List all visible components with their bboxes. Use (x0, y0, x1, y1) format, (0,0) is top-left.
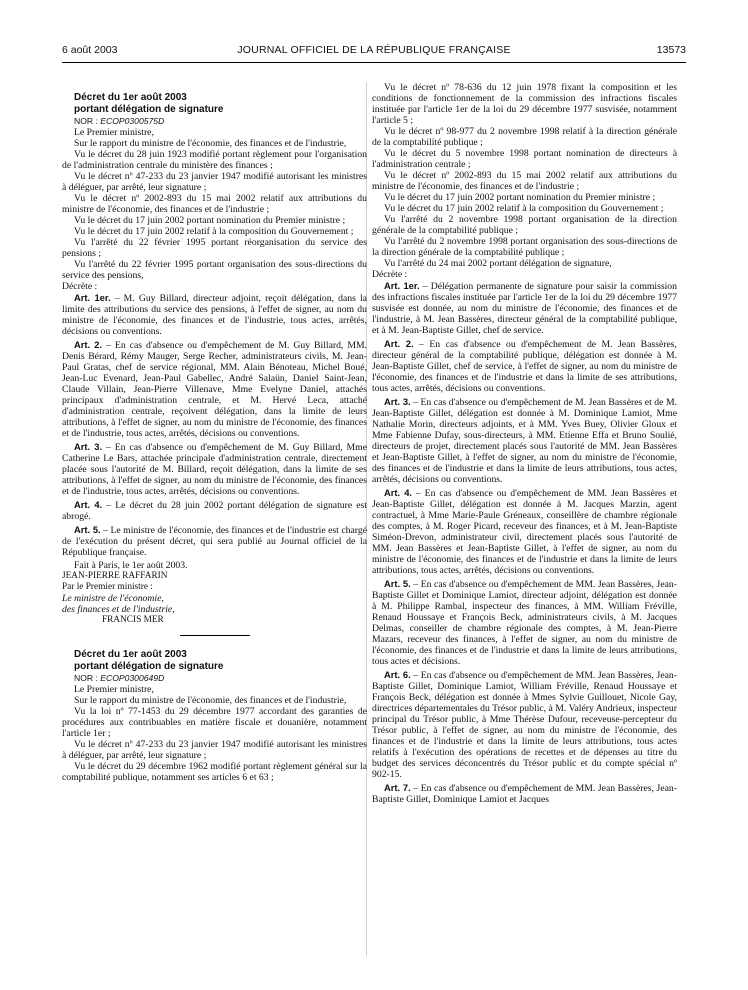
article-label: Art. 7. (384, 782, 411, 793)
right-column (372, 82, 677, 805)
paragraph: Vu le décret du 28 juin 1923 modifié portant règlement pour l'organisation de l'administration centrale du ministère des finances ; (62, 149, 367, 171)
minister-title-line1: Le ministre de l'économie, (62, 593, 164, 604)
decrete-heading: Décrète : (372, 269, 408, 280)
article (372, 578, 677, 667)
paragraph: Vu le décret du 17 juin 2002 relatif à la composition du Gouvernement ; (74, 226, 354, 237)
article (372, 782, 677, 805)
paragraph: Vu le décret du 17 juin 2002 portant nomination du Premier ministre ; (384, 192, 656, 203)
decree-title: Décret du 1er août 2003 (74, 92, 187, 103)
nor-reference (62, 673, 367, 684)
article-label: Art. 4. (74, 499, 103, 510)
paragraph: Vu le décret du 29 décembre 1962 modifié portant règlement général sur la comptabilité publique, notamment ses articles 6 et 63 ; (62, 761, 367, 783)
article-text: – En cas d'absence ou d'empêchement de MM. Jean Bassères, Jean-Baptiste Gillet, Dominique Lamiot et Jacques (372, 783, 677, 805)
decrete-heading: Décrète : (62, 281, 98, 292)
decree-1 (62, 92, 367, 626)
decree-subtitle: portant délégation de signature (74, 104, 224, 115)
paragraph: Vu l'arrêté du 22 février 1995 portant réorganisation du service des pensions ; (62, 237, 367, 259)
paragraph: Vu l'arrêté du 24 mai 2002 portant délégation de signature, (384, 258, 612, 269)
decree-subtitle: portant délégation de signature (74, 661, 224, 672)
minister-title-line2: des finances et de l'industrie, (62, 604, 175, 615)
article-text: – Le ministre de l'économie, des finances et de l'industrie est chargé de l'exécution du présent décret, qui sera publié au Journal officiel de la République française. (62, 525, 367, 558)
paragraph: Sur le rapport du ministre de l'économie, des finances et de l'industrie, (74, 138, 347, 149)
decree-2 (62, 649, 367, 783)
paragraph: Le Premier ministre, (74, 127, 154, 138)
article (372, 338, 677, 394)
running-header (62, 36, 686, 58)
paragraph: Vu le décret du 5 novembre 1998 portant nomination de directeurs à l'administration centrale ; (372, 148, 677, 170)
nor-reference (62, 116, 367, 127)
by-prime-minister: Par le Premier ministre : (62, 582, 153, 592)
decree-separator (180, 635, 250, 637)
header-page-number: 13573 (656, 44, 686, 56)
header-journal-title: JOURNAL OFFICIEL DE LA RÉPUBLIQUE FRANÇAISE (237, 44, 511, 56)
article (372, 396, 677, 485)
paragraph: Vu le décret nº 47-233 du 23 janvier 1947 modifié autorisant les ministres à déléguer, par arrêté, leur signature ; (62, 739, 367, 761)
article-text: – En cas d'absence ou d'empêchement de M. Guy Billard, MM. Denis Bérard, Rémy Mauger, Serge Recher, administrateurs civils, M. Jean-Paul Gratas, chef de service régional, MM. Alain Bénoteau, Michel Boué, Jean-Luc Evenard, Jean-Paul Gabellec, André Salaün, Daniel Saint-Jean, Claude Villain, Jean-Pierre Villenave, Mme Evelyne Daniel, attachés principaux d'administration centrale, et M. Hervé Leca, attaché d'administration centrale, reçoivent délégation, dans la limite de leurs attributions, à l'effet de signer, au nom du ministre de l'économie, des finances et de l'industrie, tous actes, arrêtés, décisions ou conventions. (62, 340, 367, 439)
article-label: Art. 1er. (384, 280, 420, 291)
paragraph: Vu le décret du 17 juin 2002 relatif à la composition du Gouvernement ; (384, 203, 664, 214)
left-column (62, 92, 367, 783)
article-label: Art. 4. (384, 487, 413, 498)
nor-label: NOR : (74, 673, 101, 683)
article-label: Art. 5. (384, 578, 411, 589)
paragraph: Le Premier ministre, (74, 684, 154, 695)
article-label: Art. 5. (74, 524, 101, 535)
article-text: – En cas d'absence ou d'empêchement de MM. Jean Bassères et Jean-Baptiste Gillet, délégation est donnée à M. Jacques Marzin, agent contractuel, à Mme Marie-Paule Gréneaux, conseillère de chambre régionale des comptes, à M. Roger Picard, receveur des finances, et à M. Jean-Baptiste Siméon-Drevon, administrateur civil, directement placés sous l'autorité de MM. Jean Bassères et Jean-Baptiste Gillet, à l'effet de signer, au nom du ministre de l'économie, des finances et de l'industrie et dans la limite de leurs attributions, tous actes, arrêtés, décisions ou conventions. (372, 488, 677, 576)
header-rule (62, 62, 686, 63)
paragraph: Vu l'arrêté du 22 février 1995 portant organisation des sous-directions du service des pensions, (62, 259, 367, 281)
nor-code: ECOP0300575D (100, 116, 165, 126)
paragraph: Vu l'arrêté du 2 novembre 1998 portant organisation des sous-directions de la direction générale de la comptabilité publique ; (372, 236, 677, 258)
article (62, 524, 367, 558)
done-at: Fait à Paris, le 1er août 2003. (74, 560, 188, 571)
article (62, 499, 367, 522)
article-label: Art. 3. (74, 441, 103, 452)
article (372, 669, 677, 780)
article (62, 292, 367, 337)
article (372, 280, 677, 336)
article-text: – En cas d'absence ou d'empêchement de MM. Jean Bassères, Jean-Baptiste Gillet et Dominique Lamiot, directeur adjoint, délégation est donnée à M. Philippe Rambal, inspecteur des finances, à MM. William Fréville, Renaud Houssaye et François Beck, administrateurs civils, à M. Jacques Delmas, conseiller de chambre régionale des comptes, à M. Jean-Pierre Mazars, receveur des finances, à l'effet de signer, au nom du ministre de l'économie, des finances et de l'industrie et dans la limite de leurs attributions, tous actes et décisions. (372, 579, 677, 667)
article (62, 339, 367, 439)
paragraph: Vu le décret nº 2002-893 du 15 mai 2002 relatif aux attributions du ministre de l'économie, des finances et de l'industrie ; (62, 193, 367, 215)
article-text: – En cas d'absence ou d'empêchement de M. Jean Bassères et de M. Jean-Baptiste Gillet, délégation est donnée à M. Dominique Lamiot, Mme Nathalie Morin, directeurs adjoints, et à MM. Yves Buey, Olivier Gloux et Mme Fabienne Dufay, sous-directeurs, à MM. Etienne Effa et Bruno Soulié, directeurs de projet, directement placés sous l'autorité de MM. Jean Bassères et Jean-Baptiste Gillet, à l'effet de signer, au nom du ministre de l'économie, des finances et de l'industrie et dans la limite de leurs attributions, tous actes, arrêtés, décisions ou conventions. (372, 397, 677, 485)
article-label: Art. 2. (74, 339, 103, 350)
signatory-name: JEAN-PIERRE RAFFARIN (62, 571, 168, 581)
article (372, 487, 677, 576)
article-text: – En cas d'absence ou d'empêchement de MM. Jean Bassères, Jean-Baptiste Gillet, Dominique Lamiot, William Fréville, Renaud Houssaye et François Beck, délégation est donnée à Mmes Sylvie Guillouet, Nicole Gay, directrices départementales du Trésor public, à M. Valéry Andrieux, inspecteur principal du Trésor public, à Mme Thérèse Dufour, receveuse-percepteur du Trésor public, à l'effet de signer, au nom du ministre de l'économie, des finances et de l'industrie et dans la limite de leurs attributions, tous actes relatifs à l'exécution des opérations de recettes et de dépenses au titre du budget des services déconcentrés du Trésor public et du compte spécial nº 902-15. (372, 670, 677, 780)
article-text: – Le décret du 28 juin 2002 portant délégation de signature est abrogé. (62, 500, 367, 522)
article-text: – Délégation permanente de signature pour saisir la commission des infractions fiscales instituée par l'article 1er de la loi du 29 décembre 1977 susvisée est donnée, au nom du ministre de l'économie, des finances et de l'industrie, à M. Jean Bassères, directeur général de la comptabilité publique, et à M. Jean-Baptiste Gillet, chef de service. (372, 281, 677, 336)
article-label: Art. 3. (384, 396, 411, 407)
header-date: 6 août 2003 (62, 44, 118, 56)
nor-code: ECOP0300649D (100, 673, 165, 683)
paragraph: Vu le décret nº 78-636 du 12 juin 1978 fixant la composition et les conditions de fonctionnement de la commission des infractions fiscales instituée par l'article 1er de la loi du 29 décembre 1977 susvisée, notamment l'article 5 ; (372, 82, 677, 126)
article-text: – En cas d'absence ou d'empêchement de M. Guy Billard, Mme Catherine Le Bars, attachée principale d'administration centrale, directement placée sous l'autorité de M. Billard, reçoit délégation, dans la limite de ses attributions, à l'effet de signer, au nom du ministre de l'économie, des finances et de l'industrie, tous actes, arrêtés, décisions ou conventions. (62, 442, 367, 497)
article-label: Art. 6. (384, 669, 411, 680)
minister-name: FRANCIS MER (102, 615, 164, 625)
decree-title: Décret du 1er août 2003 (74, 649, 187, 660)
article-text: – M. Guy Billard, directeur adjoint, reçoit délégation, dans la limite des attributions du service des pensions, à l'effet de signer, au nom du ministre de l'économie, des finances et de l'industrie, tous actes, arrêtés, décisions ou conventions. (62, 293, 367, 337)
paragraph: Vu l'arrêté du 2 novembre 1998 portant organisation de la direction générale de la comptabilité publique ; (372, 214, 677, 236)
article-label: Art. 2. (384, 338, 414, 349)
paragraph: Vu la loi nº 77-1453 du 29 décembre 1977 accordant des garanties de procédures aux contribuables en matière fiscale et douanière, notamment l'article 1er ; (62, 706, 367, 739)
paragraph: Vu le décret nº 47-233 du 23 janvier 1947 modifié autorisant les ministres à déléguer, par arrêté, leur signature ; (62, 171, 367, 193)
paragraph: Vu le décret nº 98-977 du 2 novembre 1998 relatif à la direction générale de la comptabilité publique ; (372, 126, 677, 148)
paragraph: Vu le décret du 17 juin 2002 portant nomination du Premier ministre ; (74, 215, 346, 226)
article (62, 441, 367, 497)
article-label: Art. 1er. (74, 292, 111, 303)
paragraph: Vu le décret nº 2002-893 du 15 mai 2002 relatif aux attributions du ministre de l'économie, des finances et de l'industrie ; (372, 170, 677, 192)
nor-label: NOR : (74, 116, 101, 126)
article-text: – En cas d'absence ou d'empêchement de M. Jean Bassères, directeur général de la comptabilité publique, délégation est donnée à M. Jean-Baptiste Gillet, chef de service, à l'effet de signer, au nom du ministre de l'économie, des finances et de l'industrie et dans la limite de ses attributions, tous actes, arrêtés, décisions ou conventions. (372, 339, 677, 394)
paragraph: Sur le rapport du ministre de l'économie, des finances et de l'industrie, (74, 695, 347, 706)
